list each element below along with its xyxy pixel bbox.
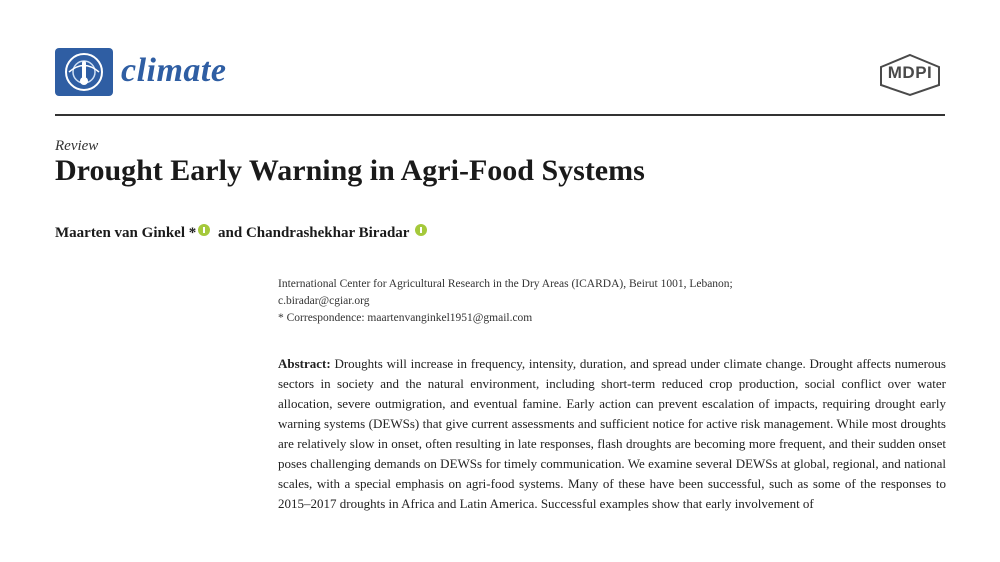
mdpi-logo [877,53,943,97]
abstract-label: Abstract: [278,356,331,371]
abstract [278,354,946,514]
orcid-icon[interactable] [198,224,210,236]
mdpi-logo-text: MDPI [887,63,933,82]
abstract-text: Droughts will increase in frequency, intensity, duration, and spread under climate change. Drought affects numerous sectors in society and the natural environment, including short-term reduced crop production, social conflict over water allocation, severe outmigration, and eventual famine. Early action can prevent escalation of impacts, requiring drought early warning systems (DEWSs) that give current assessments and sufficient notice for active risk management. While most droughts are relatively slow in onset, often resulting in late responses, flash droughts are becoming more frequent, and their sudden onset poses challenging demands on DEWSs for timely communication. We examine several DEWSs at global, regional, and national scales, with a special emphasis on agri-food systems. Many of these have been successful, such as some of the responses to 2015–2017 droughts in Africa and Latin America. Successful examples show that early involvement of [278,356,946,511]
corresponding-mark: * [188,225,197,241]
journal-header [55,48,945,110]
header-divider [55,114,945,116]
author-list [55,224,431,242]
orcid-icon[interactable] [415,224,427,236]
author-name: Chandrashekhar Biradar [245,225,410,241]
article-title: Drought Early Warning in Agri-Food Systems [55,154,645,187]
correspondence-line: * Correspondence: maartenvanginkel1951@gmail.com [278,312,533,324]
author-conjunction: and [218,225,243,241]
journal-name: climate [121,52,227,89]
article-type: Review [55,138,99,154]
affiliation-line: International Center for Agricultural Research in the Dry Areas (ICARDA), Beirut 1001, Lebanon; [278,278,733,290]
affiliations [278,276,948,327]
author-name: Maarten van Ginkel [55,225,185,241]
climate-logo-icon [55,48,113,96]
affiliation-email[interactable]: c.biradar@cgiar.org [278,295,370,307]
